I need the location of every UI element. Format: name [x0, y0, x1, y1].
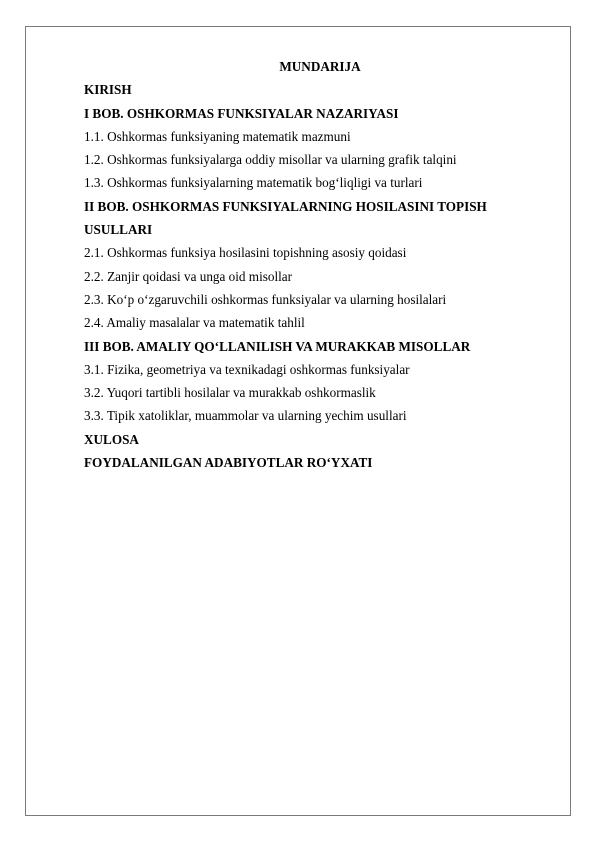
toc-entry-section-2-4: 2.4. Amaliy masalalar va matematik tahlil: [84, 315, 305, 331]
toc-entry-section-3-3: 3.3. Tipik xatoliklar, muammolar va ularning yechim usullari: [84, 408, 407, 424]
table-of-contents: [84, 58, 544, 477]
toc-entry-chapter-2: II BOB. OSHKORMAS FUNKSIYALARNING HOSILASINI TOPISH: [84, 198, 487, 214]
toc-entry-section-1-1: 1.1. Oshkormas funksiyaning matematik mazmuni: [84, 128, 351, 144]
toc-title: MUNDARIJA: [279, 59, 361, 74]
toc-entry-section-2-2: 2.2. Zanjir qoidasi va unga oid misollar: [84, 268, 293, 284]
toc-entry-section-2-1: 2.1. Oshkormas funksiya hosilasini topishning asosiy qoidasi: [84, 245, 407, 261]
toc-entry-section-1-2: 1.2. Oshkormas funksiyalarga oddiy misollar va ularning grafik talqini: [84, 152, 457, 168]
toc-entry-kirish: KIRISH: [84, 82, 132, 98]
toc-entry-section-1-3: 1.3. Oshkormas funksiyalarning matematik bog‘liqligi va turlari: [84, 175, 423, 191]
toc-entry-chapter-1: I BOB. OSHKORMAS FUNKSIYALAR NAZARIYASI: [84, 105, 399, 121]
toc-entry-chapter-3: III BOB. AMALIY QO‘LLANILISH VA MURAKKAB MISOLLAR: [84, 338, 471, 354]
toc-entry-xulosa: XULOSA: [84, 431, 139, 447]
toc-entry-section-3-1: 3.1. Fizika, geometriya va texnikadagi oshkormas funksiyalar: [84, 361, 410, 377]
toc-entry-references: FOYDALANILGAN ADABIYOTLAR RO‘YXATI: [84, 455, 373, 471]
toc-entry-section-2-3: 2.3. Ko‘p o‘zgaruvchili oshkormas funksiyalar va ularning hosilalari: [84, 291, 447, 307]
toc-entry-section-3-2: 3.2. Yuqori tartibli hosilalar va murakkab oshkormaslik: [84, 385, 376, 401]
toc-entry-chapter-2-continued: USULLARI: [84, 222, 153, 238]
